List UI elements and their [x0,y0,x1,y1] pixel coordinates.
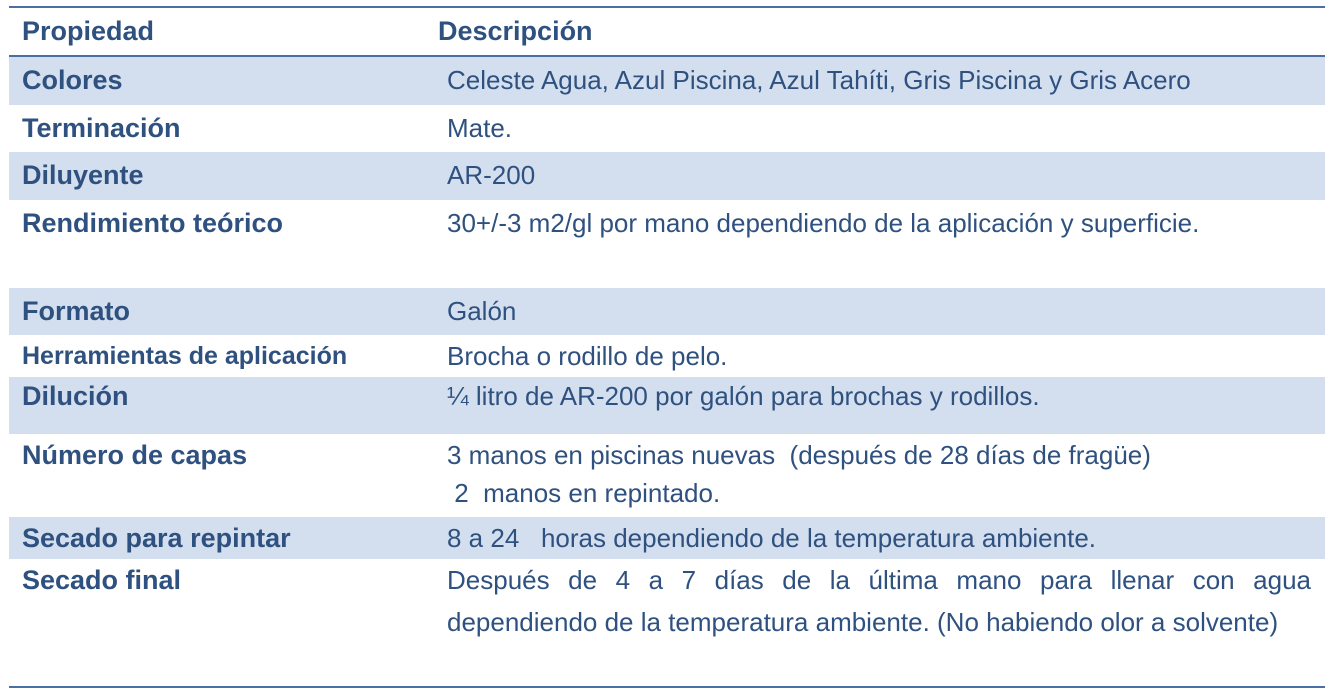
description-line: 2 manos en repintado. [447,478,721,508]
table-row [9,57,1325,105]
property-secado-repintar: Secado para repintar [22,523,291,553]
description-line: AR-200 [447,160,536,190]
description-secado-final [434,559,1325,686]
description-colores [434,57,1325,105]
table-row [9,335,1325,377]
table-header [9,8,1325,57]
property-terminacion: Terminación [22,113,181,143]
table-row [9,105,1325,152]
property-formato: Formato [22,296,130,326]
description-line: Mate. [447,113,513,143]
header-description: Descripción [438,16,593,46]
description-secado-repintar [434,517,1325,559]
property-rendimiento: Rendimiento teórico [22,208,284,238]
description-formato [434,288,1325,335]
description-numero-capas [434,434,1325,517]
property-secado-final: Secado final [22,565,182,595]
table-row [9,434,1325,517]
description-line: ¼ litro de AR-200 por galón para brochas y rodillos. [447,381,1040,411]
table-row [9,152,1325,200]
table-row [9,200,1325,288]
description-line: Celeste Agua, Azul Piscina, Azul Tahíti, Gris Piscina y Gris Acero [447,65,1191,95]
description-line: 8 a 24 horas dependiendo de la temperatura ambiente. [447,523,1097,553]
properties-table [9,6,1325,688]
description-text: 30+/-3 m2/gl por mano dependiendo de la aplicación y superficie. [447,208,1200,238]
table-row [9,377,1325,434]
property-numero-capas: Número de capas [22,440,248,470]
description-dilucion [434,377,1325,434]
description-terminacion [434,105,1325,152]
description-text: Después de 4 a 7 días de la última mano para llenar con agua dependiendo de la temperatura ambiente. (No habiendo olor a solvente) [447,565,1311,637]
header-property: Propiedad [22,16,155,46]
description-line: Brocha o rodillo de pelo. [447,341,728,371]
description-rendimiento [434,200,1325,288]
description-line: 3 manos en piscinas nuevas (después de 28 días de fragüe) [447,440,1151,470]
table-row [9,559,1325,686]
property-diluyente: Diluyente [22,160,144,190]
property-herramientas: Herramientas de aplicación [22,342,348,370]
property-colores: Colores [22,65,123,95]
description-diluyente [434,152,1325,200]
table-row [9,288,1325,335]
description-line: Galón [447,296,517,326]
description-herramientas [434,335,1325,377]
property-dilucion: Dilución [22,381,129,411]
table-row [9,517,1325,559]
